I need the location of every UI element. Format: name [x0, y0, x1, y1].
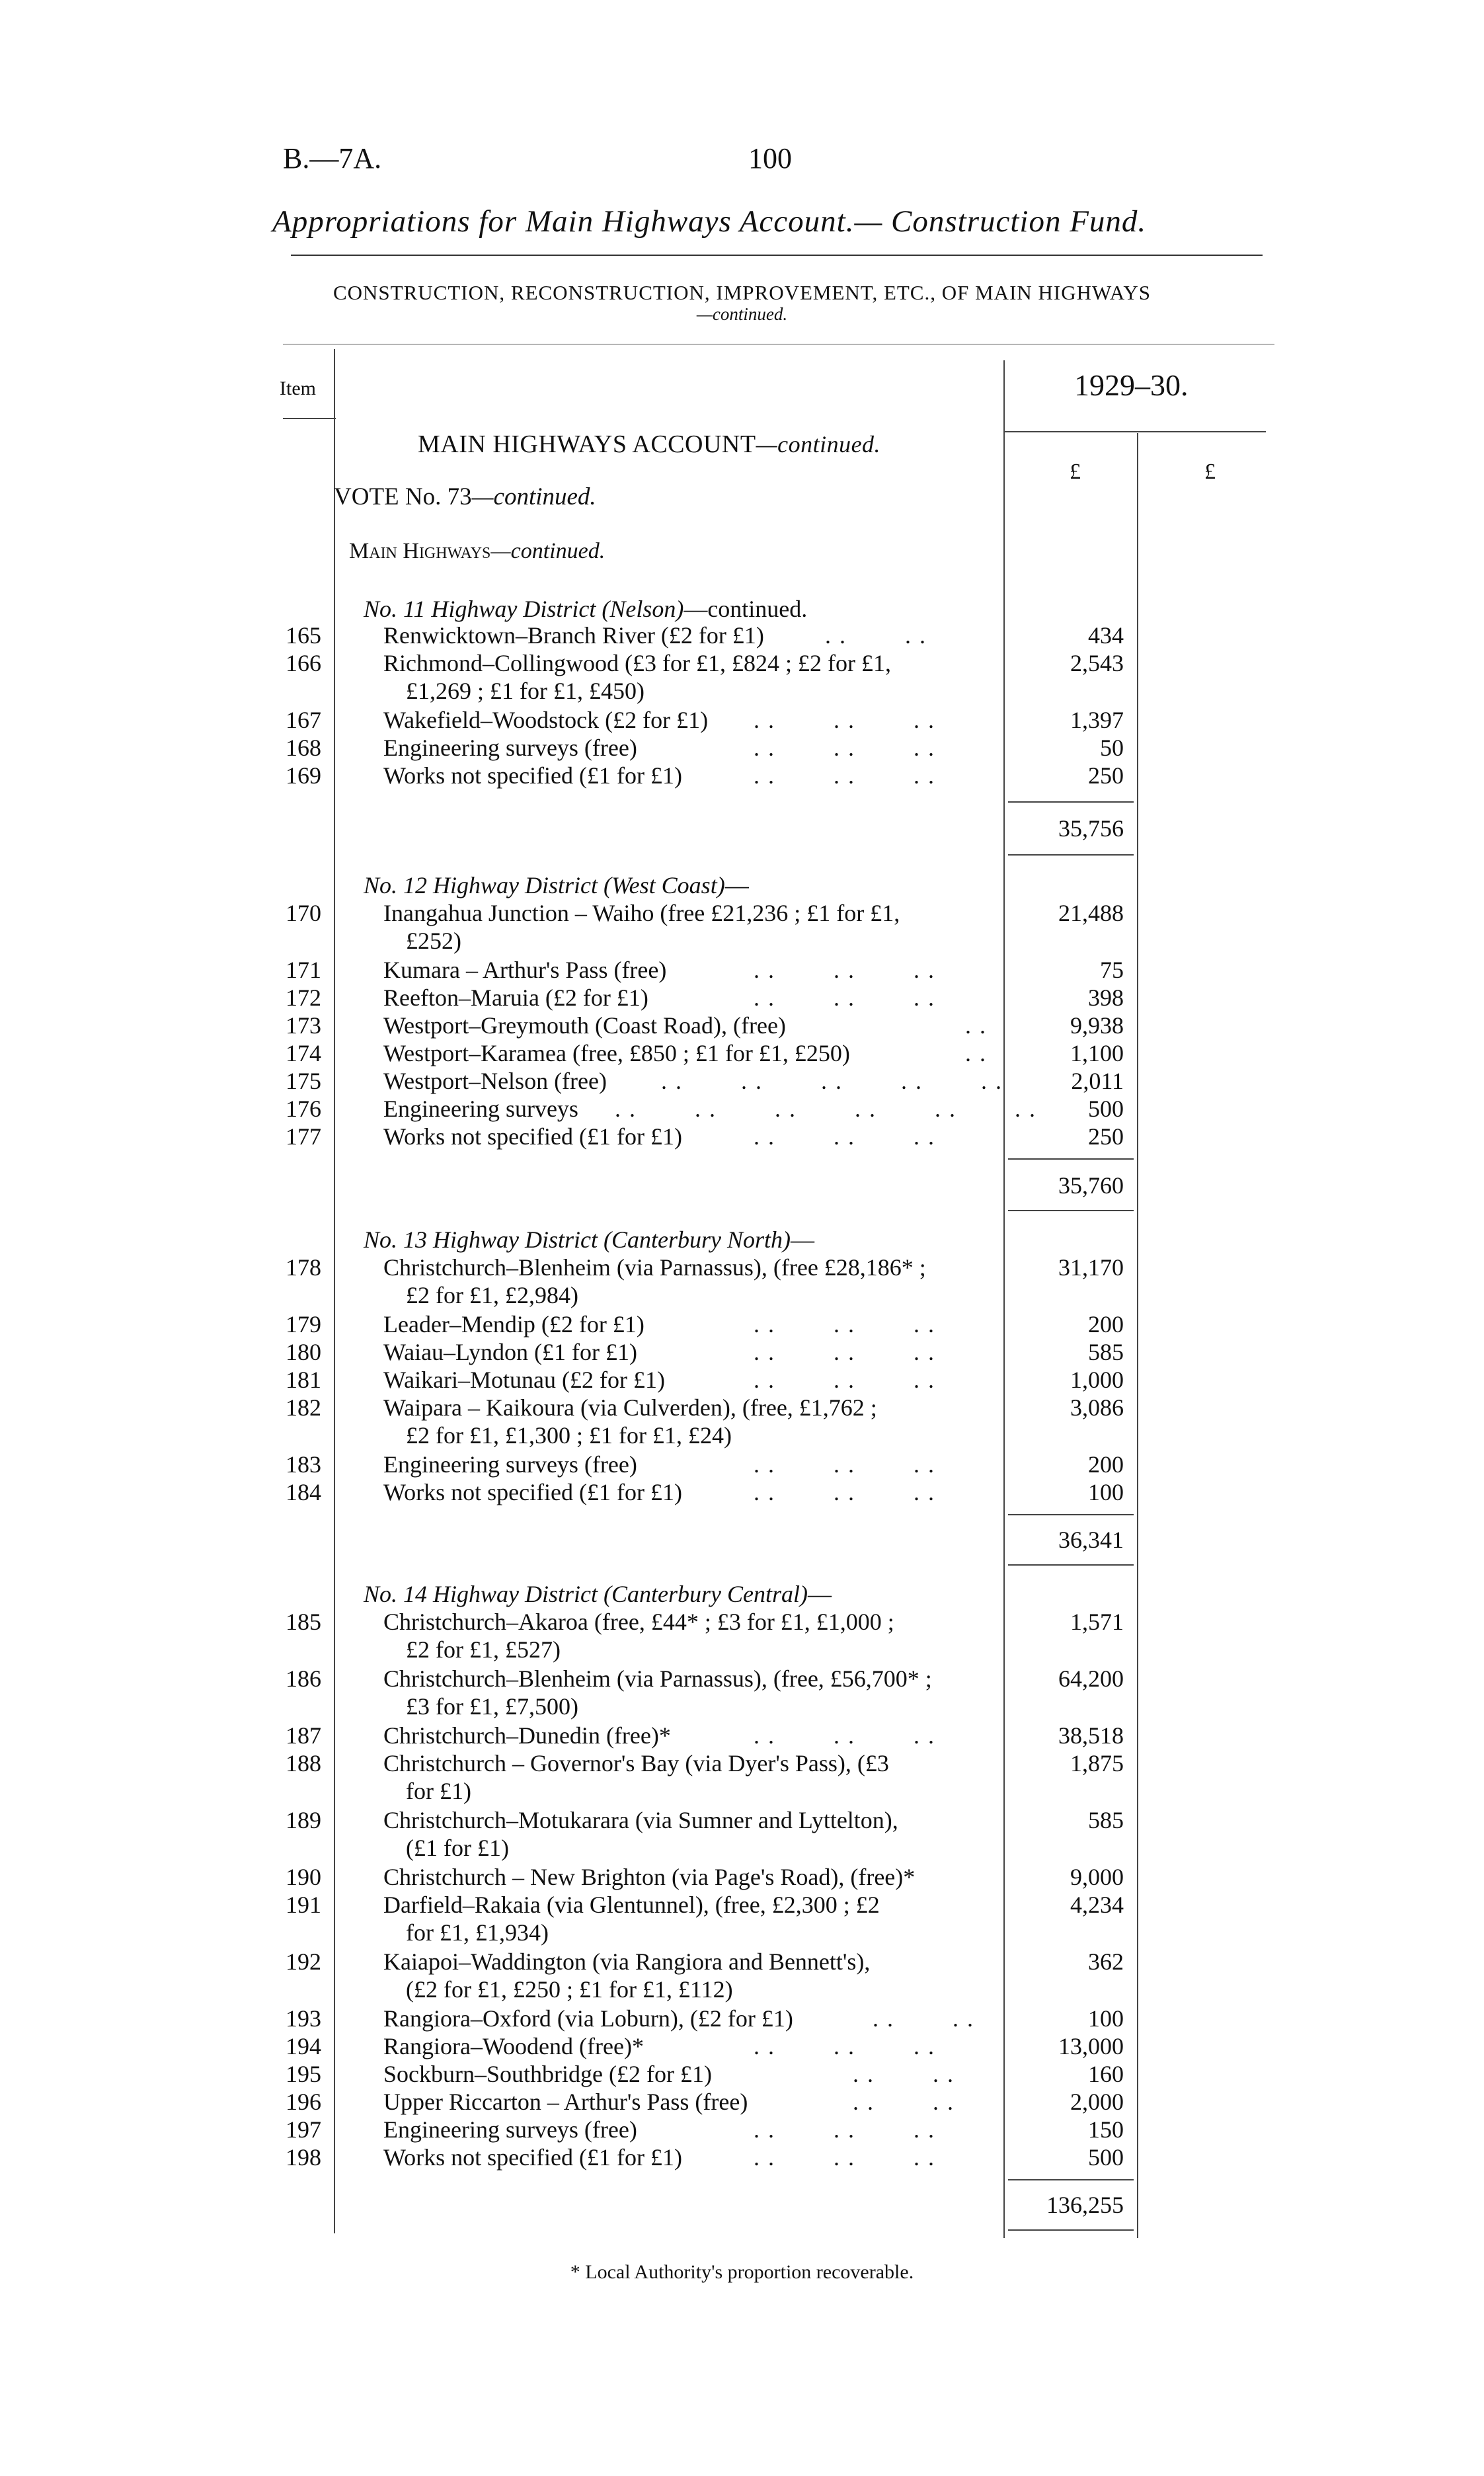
item-amount: 2,011: [1071, 1068, 1124, 1094]
item-number: 184: [286, 1479, 321, 1505]
table-row: [0, 1608, 1484, 1636]
item-description: Works not specified (£1 for £1): [383, 2144, 682, 2171]
table-row: [0, 984, 1484, 1012]
item-amount: 434: [1088, 622, 1124, 649]
item-description: Christchurch–Akaroa (free, £44* ; £3 for £1, £1,000 ;: [383, 1609, 894, 1635]
item-number: 187: [286, 1722, 321, 1749]
subtotal-rule: [1008, 1514, 1134, 1515]
item-number: 192: [286, 1948, 321, 1975]
item-number: 181: [286, 1367, 321, 1393]
district-heading-text: No. 13 Highway District (Canterbury North): [364, 1226, 791, 1253]
item-number: 196: [286, 2089, 321, 2115]
item-number: 193: [286, 2005, 321, 2032]
item-number: 167: [286, 707, 321, 733]
leader-dots: . . . . . .: [754, 707, 935, 733]
title-rule: [291, 255, 1263, 256]
item-description-cont: £252): [406, 928, 461, 954]
item-amount: 250: [1088, 762, 1124, 789]
document-reference: B.—7A.: [283, 142, 382, 175]
district-heading-text: No. 14 Highway District (Canterbury Central): [364, 1581, 808, 1607]
item-number: 165: [286, 622, 321, 649]
item-number: 168: [286, 735, 321, 761]
table-row: [0, 1948, 1484, 1976]
item-description: Works not specified (£1 for £1): [383, 1479, 682, 1505]
item-description: Christchurch – Governor's Bay (via Dyer's Pass), (£3: [383, 1750, 889, 1777]
item-description: Waipara – Kaikoura (via Culverden), (free, £1,762 ;: [383, 1394, 877, 1421]
item-amount: 3,086: [1070, 1394, 1124, 1421]
item-amount: 50: [1100, 735, 1124, 761]
item-amount: 21,488: [1058, 900, 1124, 926]
item-amount: 4,234: [1070, 1892, 1124, 1918]
table-row-continuation: [0, 1281, 1484, 1309]
item-description-cont: for £1, £1,934): [406, 1919, 549, 1946]
leader-dots: . . . . . .: [754, 735, 935, 761]
item-amount: 100: [1088, 1479, 1124, 1505]
item-description: Renwicktown–Branch River (£2 for £1): [383, 622, 764, 649]
item-description-cont: for £1): [406, 1778, 471, 1804]
table-row-continuation: [0, 1976, 1484, 2003]
item-description: Christchurch–Motukarara (via Sumner and Lyttelton),: [383, 1807, 898, 1833]
district-heading-suffix: —: [807, 1581, 832, 1607]
subtotal-rule: [1008, 1158, 1134, 1160]
leader-dots: . . . .: [873, 2005, 974, 2032]
item-description: Waikari–Motunau (£2 for £1): [383, 1367, 665, 1393]
subtotal-rule: [1008, 1564, 1134, 1566]
leader-dots: . . . . . .: [754, 1311, 935, 1338]
leader-dots: . . . . . .: [754, 2116, 935, 2143]
item-number: 189: [286, 1807, 321, 1833]
item-description: Richmond–Collingwood (£3 for £1, £824 ; £2 for £1,: [383, 650, 891, 676]
item-amount: 100: [1088, 2005, 1124, 2032]
section-subtitle: CONSTRUCTION, RECONSTRUCTION, IMPROVEMENT, ETC., OF MAIN HIGHWAYS: [332, 281, 1152, 304]
item-amount: 9,938: [1070, 1012, 1124, 1039]
item-description: Engineering surveys: [383, 1096, 578, 1122]
item-description: Kumara – Arthur's Pass (free): [383, 957, 667, 983]
item-number: 166: [286, 650, 321, 676]
table-row: [0, 2143, 1484, 2171]
item-number: 177: [286, 1123, 321, 1150]
item-description: Kaiapoi–Waddington (via Rangiora and Bennett's),: [383, 1948, 871, 1975]
section-subtitle-continued: —continued.: [696, 304, 788, 324]
district-heading-suffix: —continued.: [683, 596, 808, 622]
item-description-cont: £3 for £1, £7,500): [406, 1693, 578, 1720]
vote-heading: [334, 483, 596, 511]
table-row: [0, 956, 1484, 984]
item-description-cont: (£2 for £1, £250 ; £1 for £1, £112): [406, 1976, 733, 2003]
footnote: * Local Authority's proportion recoverable.: [570, 2261, 914, 2283]
item-description-cont: £2 for £1, £1,300 ; £1 for £1, £24): [406, 1422, 732, 1449]
item-amount: 200: [1088, 1311, 1124, 1338]
item-number: 170: [286, 900, 321, 926]
table-row: [0, 2116, 1484, 2143]
subtotal-rule: [1008, 2229, 1134, 2231]
subtotal-rule: [1008, 854, 1134, 856]
table-row: [0, 1891, 1484, 1919]
item-amount: 2,000: [1070, 2089, 1124, 2115]
item-number: 173: [286, 1012, 321, 1039]
table-row: [0, 649, 1484, 677]
item-number: 178: [286, 1254, 321, 1281]
table-row: [0, 1394, 1484, 1421]
leader-dots: . . . .: [825, 622, 927, 649]
table-row: [0, 1123, 1484, 1150]
item-description-cont: £2 for £1, £2,984): [406, 1282, 578, 1308]
table-row-continuation: [0, 1834, 1484, 1862]
item-description: Engineering surveys (free): [383, 2116, 637, 2143]
item-description: Reefton–Maruia (£2 for £1): [383, 984, 648, 1011]
item-amount: 64,200: [1058, 1665, 1124, 1692]
table-row: [0, 1039, 1484, 1067]
section-total: 136,255: [1046, 2192, 1124, 2218]
item-amount: 13,000: [1058, 2033, 1124, 2059]
table-row: [0, 1806, 1484, 1834]
leader-dots: . . . . . .: [754, 984, 935, 1011]
table-row-continuation: [0, 1693, 1484, 1720]
item-number: 197: [286, 2116, 321, 2143]
item-number: 176: [286, 1096, 321, 1122]
table-row: [0, 762, 1484, 789]
table-row: [0, 1067, 1484, 1095]
section-total: 36,341: [1058, 1527, 1124, 1553]
item-description: Waiau–Lyndon (£1 for £1): [383, 1339, 638, 1365]
year-header-rule: [1005, 431, 1266, 432]
main-highways-heading-text: Main Highways: [349, 539, 491, 563]
leader-dots: . . . . . .: [754, 1722, 935, 1749]
leader-dots: . . . . . .: [754, 1451, 935, 1478]
item-number: 183: [286, 1451, 321, 1478]
item-description: Wakefield–Woodstock (£2 for £1): [383, 707, 709, 733]
item-number: 169: [286, 762, 321, 789]
item-amount: 1,100: [1070, 1040, 1124, 1066]
item-number: 172: [286, 984, 321, 1011]
leader-dots: . . . . . .: [754, 957, 935, 983]
year-column-header: 1929–30.: [1074, 368, 1189, 402]
table-row: [0, 706, 1484, 734]
item-description: Upper Riccarton – Arthur's Pass (free): [383, 2089, 748, 2115]
item-number: 198: [286, 2144, 321, 2171]
item-number: 188: [286, 1750, 321, 1777]
table-row: [0, 1095, 1484, 1123]
item-description: Engineering surveys (free): [383, 735, 637, 761]
item-number: 191: [286, 1892, 321, 1918]
table-row: [0, 1310, 1484, 1338]
item-description: Sockburn–Southbridge (£2 for £1): [383, 2061, 712, 2087]
leader-dots: . .: [965, 1040, 987, 1066]
vote-heading-cont: —continued.: [471, 483, 596, 510]
currency-header-1: £: [1070, 459, 1081, 484]
item-description: Engineering surveys (free): [383, 1451, 637, 1478]
subtotal-rule: [1008, 2179, 1134, 2180]
item-number: 179: [286, 1311, 321, 1338]
item-description-cont: £1,269 ; £1 for £1, £450): [406, 678, 644, 704]
account-heading: [418, 430, 880, 459]
item-amount: 9,000: [1070, 1864, 1124, 1890]
item-number: 174: [286, 1040, 321, 1066]
leader-dots: . . . . . .: [754, 1479, 935, 1505]
table-row: [0, 2088, 1484, 2116]
section-total: 35,756: [1058, 815, 1124, 842]
item-amount: 500: [1088, 1096, 1124, 1122]
table-row-continuation: [0, 927, 1484, 955]
item-description: Christchurch–Blenheim (via Parnassus), (free, £56,700* ;: [383, 1665, 932, 1692]
item-description: Inangahua Junction – Waiho (free £21,236 ; £1 for £1,: [383, 900, 900, 926]
section-total: 35,760: [1058, 1172, 1124, 1199]
table-row: [0, 1254, 1484, 1281]
item-description: Westport–Greymouth (Coast Road), (free): [383, 1012, 786, 1039]
district-heading-text: No. 11 Highway District (Nelson): [364, 596, 684, 622]
item-description: Leader–Mendip (£2 for £1): [383, 1311, 644, 1338]
page-title: Appropriations for Main Highways Account.— Construction Fund.: [272, 204, 1147, 239]
leader-dots: . . . . . .: [754, 2144, 935, 2171]
table-row: [0, 1366, 1484, 1394]
item-amount: 1,571: [1070, 1609, 1124, 1635]
item-header-rule: [283, 418, 336, 419]
account-heading-text: MAIN HIGHWAYS ACCOUNT: [418, 430, 756, 458]
item-description: Christchurch–Dunedin (free)*: [383, 1722, 671, 1749]
leader-dots: . . . . . .: [754, 1339, 935, 1365]
item-number: 190: [286, 1864, 321, 1890]
leader-dots: . . . .: [853, 2089, 955, 2115]
item-number: 171: [286, 957, 321, 983]
table-row: [0, 2060, 1484, 2088]
table-row: [0, 621, 1484, 649]
item-amount: 1,875: [1070, 1750, 1124, 1777]
subtotal-rule: [1008, 801, 1134, 803]
item-amount: 585: [1088, 1339, 1124, 1365]
item-amount: 362: [1088, 1948, 1124, 1975]
item-description: Christchurch – New Brighton (via Page's Road), (free)*: [383, 1864, 916, 1890]
item-number: 182: [286, 1394, 321, 1421]
leader-dots: . . . . . . . . . .: [661, 1068, 1003, 1094]
table-row: [0, 1749, 1484, 1777]
main-highways-heading: [349, 539, 605, 564]
leader-dots: . . . . . .: [754, 2033, 935, 2059]
item-description-cont: (£1 for £1): [406, 1835, 509, 1861]
item-number: 175: [286, 1068, 321, 1094]
item-description: Rangiora–Oxford (via Loburn), (£2 for £1): [383, 2005, 793, 2032]
table-row: [0, 899, 1484, 927]
item-amount: 38,518: [1058, 1722, 1124, 1749]
item-amount: 200: [1088, 1451, 1124, 1478]
leader-dots: . . . . . . . . . . . .: [615, 1096, 1036, 1122]
table-row-continuation: [0, 1421, 1484, 1449]
district-heading-canterbury-central: [364, 1580, 832, 1608]
item-description: Christchurch–Blenheim (via Parnassus), (free £28,186* ;: [383, 1254, 926, 1281]
district-heading-west-coast: [364, 871, 749, 899]
item-number: 180: [286, 1339, 321, 1365]
leader-dots: . . . .: [853, 2061, 955, 2087]
table-row: [0, 1338, 1484, 1366]
leader-dots: . . . . . .: [754, 762, 935, 789]
item-description: Works not specified (£1 for £1): [383, 1123, 682, 1150]
item-amount: 398: [1088, 984, 1124, 1011]
item-number: 194: [286, 2033, 321, 2059]
table-row: [0, 1722, 1484, 1749]
item-amount: 1,397: [1070, 707, 1124, 733]
subtotal-rule: [1008, 1210, 1134, 1211]
district-heading-suffix: —: [724, 872, 749, 899]
item-amount: 2,543: [1070, 650, 1124, 676]
vote-heading-text: VOTE No. 73: [334, 483, 472, 510]
item-description: Works not specified (£1 for £1): [383, 762, 682, 789]
leader-dots: . .: [965, 1012, 987, 1039]
item-description: Westport–Nelson (free): [383, 1068, 607, 1094]
item-description: Rangiora–Woodend (free)*: [383, 2033, 644, 2059]
item-amount: 500: [1088, 2144, 1124, 2171]
item-amount: 160: [1088, 2061, 1124, 2087]
item-number: 185: [286, 1609, 321, 1635]
table-row: [0, 2032, 1484, 2060]
table-row: [0, 2005, 1484, 2032]
table-row-continuation: [0, 677, 1484, 705]
district-heading-canterbury-north: [364, 1226, 814, 1254]
leader-dots: . . . . . .: [754, 1367, 935, 1393]
table-row: [0, 1478, 1484, 1506]
item-number: 195: [286, 2061, 321, 2087]
item-amount: 250: [1088, 1123, 1124, 1150]
item-amount: 75: [1100, 957, 1124, 983]
item-amount: 150: [1088, 2116, 1124, 2143]
item-description: Darfield–Rakaia (via Glentunnel), (free, £2,300 ; £2: [383, 1892, 880, 1918]
table-row: [0, 1863, 1484, 1891]
item-amount: 585: [1088, 1807, 1124, 1833]
table-row-continuation: [0, 1777, 1484, 1805]
item-amount: 1,000: [1070, 1367, 1124, 1393]
item-column-header: Item: [280, 378, 316, 399]
main-highways-heading-cont: —continued.: [490, 539, 605, 563]
table-row: [0, 1665, 1484, 1693]
item-description-cont: £2 for £1, £527): [406, 1636, 561, 1663]
item-amount: 31,170: [1058, 1254, 1124, 1281]
district-heading-suffix: —: [791, 1226, 814, 1253]
account-heading-cont: —continued.: [756, 431, 881, 458]
table-row-continuation: [0, 1919, 1484, 1946]
table-row: [0, 1451, 1484, 1478]
leader-dots: . . . . . .: [754, 1123, 935, 1150]
table-row: [0, 1012, 1484, 1039]
item-number: 186: [286, 1665, 321, 1692]
currency-header-2: £: [1204, 459, 1216, 484]
district-heading-text: No. 12 Highway District (West Coast): [364, 872, 725, 899]
table-row-continuation: [0, 1636, 1484, 1663]
item-description: Westport–Karamea (free, £850 ; £1 for £1, £250): [383, 1040, 850, 1066]
table-row: [0, 734, 1484, 762]
page-number: 100: [748, 142, 792, 175]
district-heading-nelson: [364, 595, 807, 623]
